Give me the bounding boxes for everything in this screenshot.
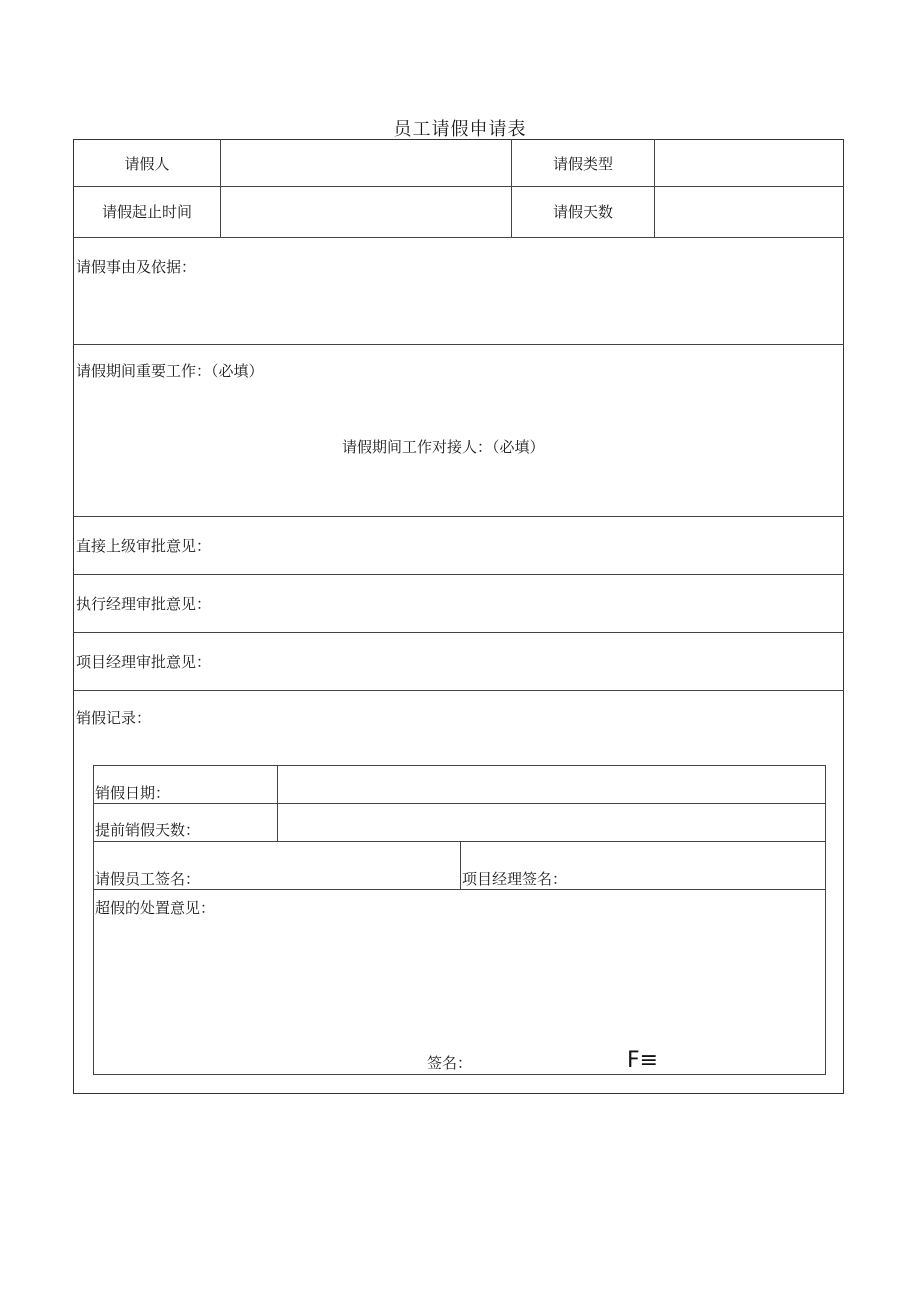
employee-signature-label: 请假员工签名：: [95, 870, 201, 888]
days-label: 请假天数: [552, 203, 613, 221]
important-work-label: 请假期间重要工作：（必填）: [76, 362, 264, 380]
early-cancel-days-label: 提前销假天数：: [95, 821, 201, 839]
reason-label: 请假事由及依据：: [76, 258, 197, 276]
row-divider: [73, 344, 844, 345]
direct-superior-label: 直接上级审批意见：: [76, 537, 212, 555]
project-manager-label: 项目经理审批意见：: [76, 653, 212, 671]
inner-column-divider: [460, 841, 461, 889]
signature-label: 签名：: [427, 1054, 473, 1072]
reason-field[interactable]: [74, 280, 843, 344]
fe-mark: F≡: [627, 1048, 659, 1073]
row-divider: [73, 574, 844, 575]
overstay-opinion-label: 超假的处置意见：: [95, 899, 216, 917]
leave-type-label: 请假类型: [552, 155, 613, 173]
early-cancel-days-field[interactable]: [278, 804, 825, 841]
overstay-opinion-field[interactable]: [94, 922, 825, 1042]
important-work-field[interactable]: [74, 384, 843, 434]
row-divider: [73, 690, 844, 691]
row-divider: [73, 237, 844, 238]
days-field[interactable]: [655, 187, 843, 237]
row-divider: [73, 632, 844, 633]
applicant-label: 请假人: [124, 155, 170, 173]
cancel-date-field[interactable]: [278, 766, 825, 803]
handover-contact-label: 请假期间工作对接人：（必填）: [342, 438, 545, 456]
applicant-field[interactable]: [221, 140, 511, 186]
pm-signature-label: 项目经理签名：: [462, 870, 568, 888]
row-divider: [73, 516, 844, 517]
period-field[interactable]: [221, 187, 511, 237]
cancel-date-label: 销假日期：: [95, 784, 171, 802]
leave-type-field[interactable]: [655, 140, 843, 186]
executive-manager-label: 执行经理审批意见：: [76, 595, 212, 613]
inner-row-divider: [93, 889, 826, 890]
leave-cancel-label: 销假记录：: [76, 709, 152, 727]
form-title: 员工请假申请表: [393, 119, 527, 140]
period-label: 请假起止时间: [101, 203, 192, 221]
column-divider: [511, 139, 512, 237]
